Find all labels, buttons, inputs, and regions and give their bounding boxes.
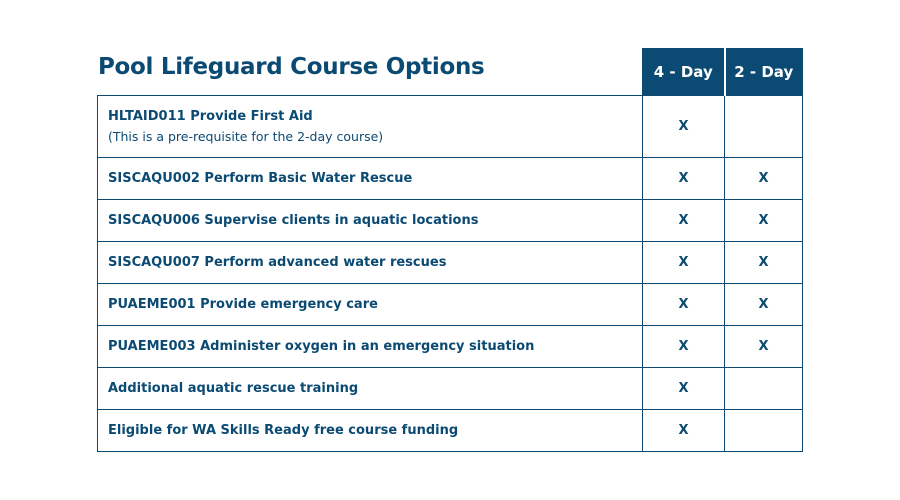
course-name: Additional aquatic rescue training — [98, 368, 643, 410]
two-day-mark — [725, 96, 803, 158]
four-day-mark: X — [643, 158, 725, 200]
two-day-mark: X — [725, 242, 803, 284]
four-day-mark: X — [643, 326, 725, 368]
four-day-mark: X — [643, 200, 725, 242]
course-name: Eligible for WA Skills Ready free course funding — [98, 410, 643, 452]
page-title: Pool Lifeguard Course Options — [98, 54, 485, 80]
two-day-mark — [725, 410, 803, 452]
course-name-cell — [98, 96, 643, 158]
course-name: HLTAID011 Provide First Aid — [108, 109, 313, 124]
course-name: SISCAQU006 Supervise clients in aquatic locations — [98, 200, 643, 242]
two-day-mark: X — [725, 284, 803, 326]
course-name: SISCAQU007 Perform advanced water rescues — [98, 242, 643, 284]
table-row — [98, 368, 803, 410]
course-name: SISCAQU002 Perform Basic Water Rescue — [98, 158, 643, 200]
two-day-mark: X — [725, 158, 803, 200]
table-row — [98, 242, 803, 284]
course-name: PUAEME003 Administer oxygen in an emergency situation — [98, 326, 643, 368]
two-day-mark — [725, 368, 803, 410]
header-four-day: 4 - Day — [643, 49, 725, 96]
table-row — [98, 96, 803, 158]
four-day-mark: X — [643, 96, 725, 158]
four-day-mark: X — [643, 368, 725, 410]
table-row — [98, 200, 803, 242]
table-row — [98, 158, 803, 200]
course-name: PUAEME001 Provide emergency care — [98, 284, 643, 326]
course-options-table — [97, 48, 803, 452]
four-day-mark: X — [643, 410, 725, 452]
table-row — [98, 410, 803, 452]
table-row — [98, 326, 803, 368]
two-day-mark: X — [725, 326, 803, 368]
header-two-day: 2 - Day — [725, 49, 803, 96]
course-note: (This is a pre-requisite for the 2-day course) — [108, 129, 384, 144]
four-day-mark: X — [643, 242, 725, 284]
table-row — [98, 284, 803, 326]
four-day-mark: X — [643, 284, 725, 326]
two-day-mark: X — [725, 200, 803, 242]
